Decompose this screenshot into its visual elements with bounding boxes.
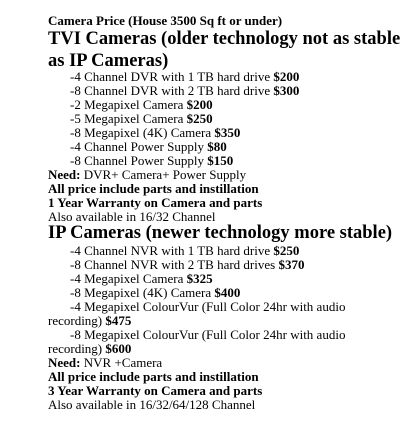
ip-item: -4 Channel NVR with 1 TB hard drive $250 (70, 243, 300, 258)
tvi-item: -5 Megapixel Camera $250 (70, 111, 213, 126)
ip-need-label: Need: (48, 355, 81, 370)
tvi-item: -8 Channel Power Supply $150 (70, 153, 234, 168)
tvi-item-price: $350 (214, 125, 241, 140)
ip-available: Also available in 16/32/64/128 Channel (48, 397, 256, 412)
ip-colourvur-8-line1: -8 Megapixel ColourVur (Full Color 24hr with audio (70, 327, 346, 342)
tvi-includes: All price include parts and instillation (48, 181, 259, 196)
ip-warranty: 3 Year Warranty on Camera and parts (48, 383, 263, 398)
tvi-heading-line1: TVI Cameras (older technology not as stable (48, 29, 400, 49)
tvi-item: -4 Channel Power Supply $80 (70, 139, 227, 154)
ip-heading: IP Cameras (newer technology more stable) (48, 223, 393, 243)
ip-colourvur-4-line2: recording) $475 (48, 313, 132, 328)
tvi-item: -4 Channel DVR with 1 TB hard drive $200 (70, 69, 300, 84)
tvi-item: -8 Channel DVR with 2 TB hard drive $300 (70, 83, 300, 98)
tvi-heading-line2: as IP Cameras) (48, 51, 169, 71)
ip-need: Need: NVR +Camera (48, 355, 163, 370)
ip-item-price: $370 (278, 257, 305, 272)
ip-colourvur-8-line2: recording) $600 (48, 341, 132, 356)
tvi-warranty: 1 Year Warranty on Camera and parts (48, 195, 263, 210)
tvi-item: -2 Megapixel Camera $200 (70, 97, 213, 112)
ip-colourvur-4-line1: -4 Megapixel ColourVur (Full Color 24hr with audio (70, 299, 346, 314)
tvi-available: Also available in 16/32 Channel (48, 209, 216, 224)
ip-item-price: $400 (214, 285, 241, 300)
tvi-need: Need: DVR+ Camera+ Power Supply (48, 167, 247, 182)
tvi-item-price: $250 (186, 111, 213, 126)
tvi-item-price: $80 (207, 139, 227, 154)
ip-item: -8 Channel NVR with 2 TB hard drives $370 (70, 257, 305, 272)
ip-item: -4 Megapixel Camera $325 (70, 271, 213, 286)
ip-item-price: $250 (273, 243, 300, 258)
ip-includes: All price include parts and instillation (48, 369, 259, 384)
tvi-need-label: Need: (48, 167, 81, 182)
ip-colourvur-8-price: $600 (105, 341, 132, 356)
tvi-item-price: $200 (186, 97, 213, 112)
page-title: Camera Price (House 3500 Sq ft or under) (48, 13, 283, 28)
tvi-item: -8 Megapixel (4K) Camera $350 (70, 125, 241, 140)
ip-item-price: $325 (186, 271, 213, 286)
ip-item: -8 Megapixel (4K) Camera $400 (70, 285, 241, 300)
tvi-item-price: $200 (273, 69, 300, 84)
tvi-item-price: $150 (207, 153, 234, 168)
tvi-item-price: $300 (273, 83, 300, 98)
ip-colourvur-4-price: $475 (105, 313, 132, 328)
